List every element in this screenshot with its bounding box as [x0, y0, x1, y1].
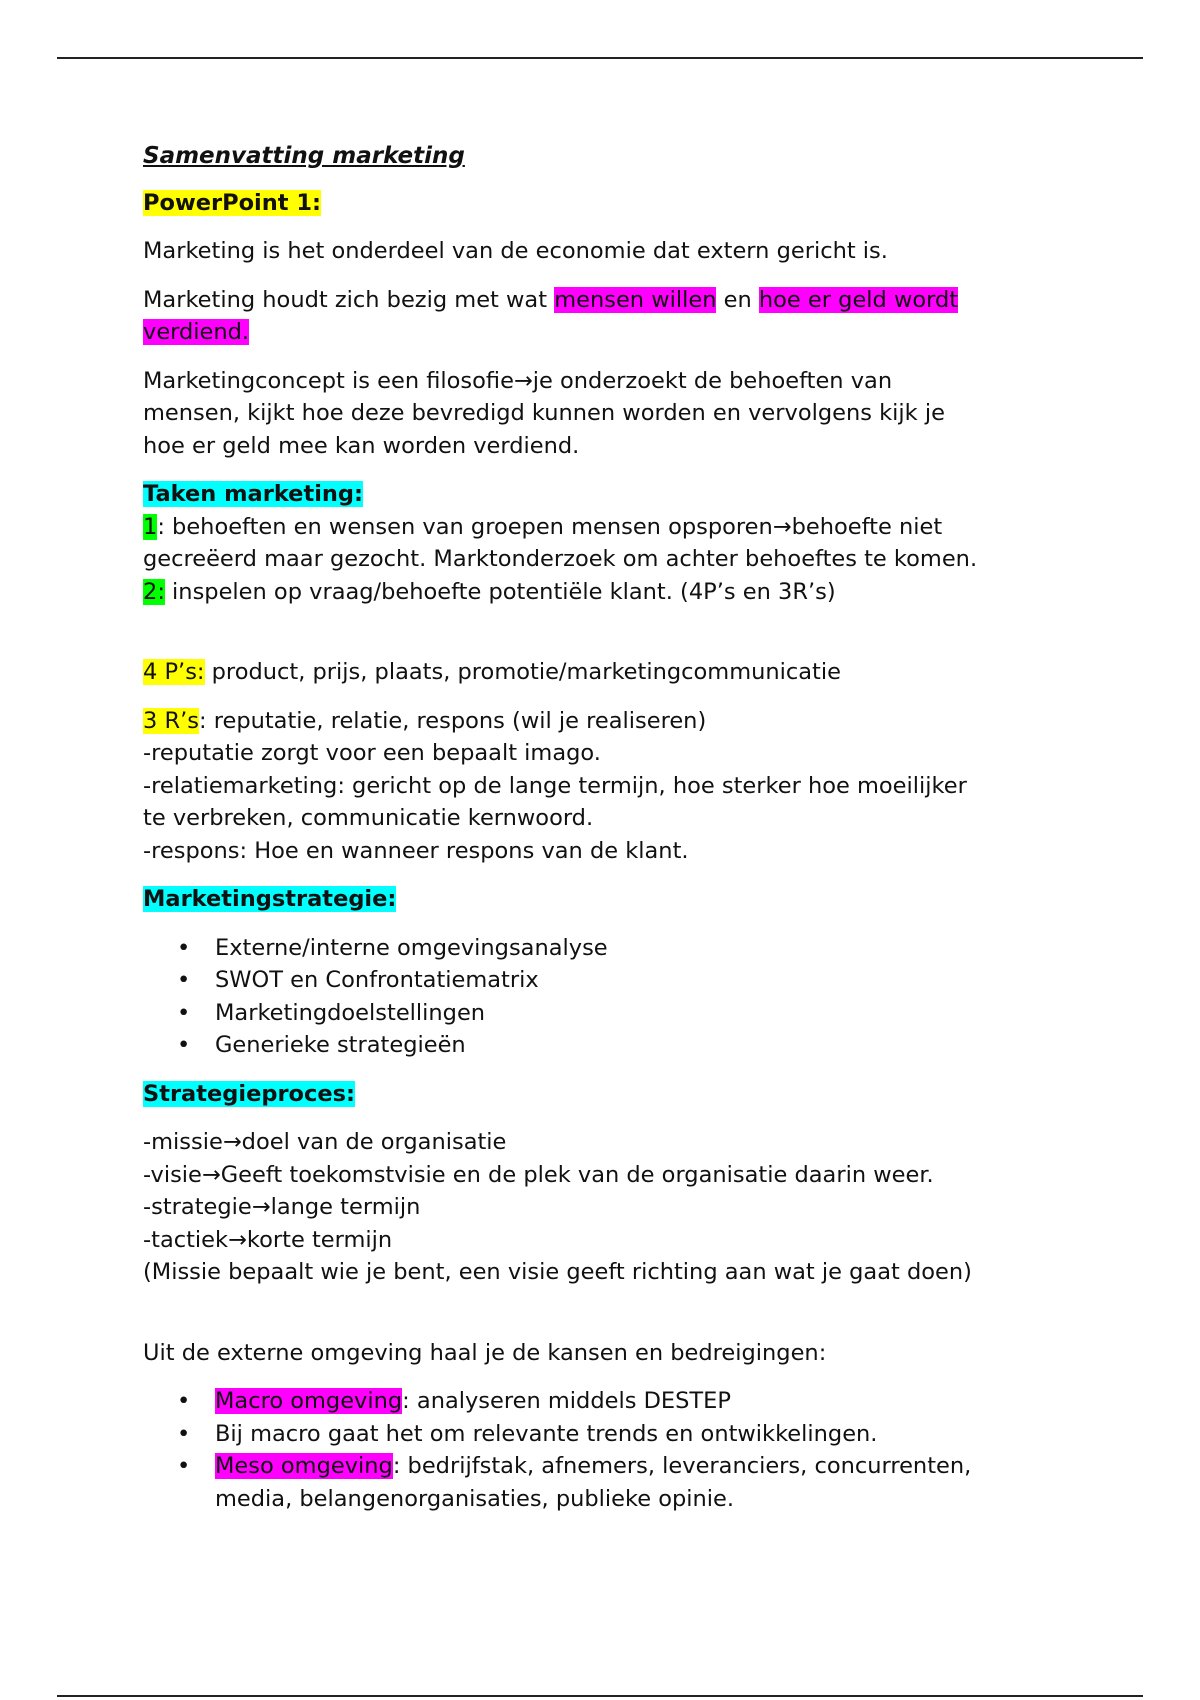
highlight-mensen-willen: mensen willen: [554, 286, 717, 313]
document-title: Samenvatting marketing: [143, 143, 465, 169]
strategieproces-paragraph: -missie→doel van de organisatie -visie→Geeft toekomstvisie en de plek van de organisatie daarin weer. -strategie→lange termijn -tactiek→korte termijn (Missie bepaalt wie je bent, een visie geeft richting aan wat je gaat doen): [143, 1129, 972, 1285]
highlight-meso-omgeving: Meso omgeving: [215, 1453, 393, 1479]
externe-omgeving-list: [143, 1385, 1073, 1515]
list-item: • Marketingdoelstellingen: [143, 997, 1073, 1030]
list-item: • Bij macro gaat het om relevante trends en ontwikkelingen.: [143, 1418, 1073, 1451]
marketingstrategie-list: [143, 932, 1073, 1062]
powerpoint-heading-text: PowerPoint 1:: [143, 189, 322, 216]
highlight-verdiend: verdiend.: [143, 319, 250, 345]
three-rs-paragraph: 3 R’s: reputatie, relatie, respons (wil je realiseren) -reputatie zorgt voor een bepaalt imago. -relatiemarketing: gericht op de lange termijn, hoe sterker hoe moeilijker te verbreken, communicatie kernwoord. -respons: Hoe en wanneer respons van de klant.: [143, 707, 967, 864]
spacer: [143, 624, 1073, 656]
list-item: • Externe/interne omgevingsanalyse: [143, 932, 1073, 965]
four-ps-label: 4 P’s:: [143, 659, 205, 685]
page-bottom-rule: [57, 1695, 1143, 1697]
intro-paragraph: Marketing is het onderdeel van de economie dat extern gericht is.: [143, 238, 888, 264]
three-rs-label: 3 R’s: [143, 707, 199, 734]
page-top-rule: [57, 57, 1143, 59]
highlight-macro-omgeving: Macro omgeving: [215, 1388, 403, 1414]
list-item: • SWOT en Confrontatiematrix: [143, 964, 1073, 997]
list-item: • Meso omgeving: bedrijfstak, afnemers, leveranciers, concurrenten, media, belangenorganisaties, publieke opinie.: [143, 1450, 1073, 1515]
taken-section: Taken marketing: 1: behoeften en wensen van groepen mensen opsporen→behoefte niet gecreëerd maar gezocht. Marktonderzoek om achter behoeftes te komen. 2: inspelen op vraag/behoefte potentiële klant. (4P’s en 3R’s): [143, 481, 978, 605]
externe-omgeving-intro: Uit de externe omgeving haal je de kansen en bedreigingen:: [143, 1339, 827, 1366]
marketingstrategie-heading: Marketingstrategie:: [143, 886, 397, 912]
list-item: • Macro omgeving: analyseren middels DESTEP: [143, 1385, 1073, 1418]
highlight-geld-verdiend: hoe er geld wordt: [758, 286, 959, 313]
strategieproces-heading: Strategieproces:: [143, 1080, 355, 1107]
powerpoint-heading: [143, 187, 1073, 220]
taken-number-2: 2:: [143, 578, 165, 605]
spacer: [143, 1305, 1073, 1337]
four-ps-paragraph: 4 P’s: product, prijs, plaats, promotie/marketingcommunicatie: [143, 659, 841, 685]
document-body: [143, 140, 1073, 1531]
marketing-definition-paragraph: Marketing houdt zich bezig met wat mensen willen en hoe er geld wordt verdiend.: [143, 286, 959, 345]
list-item: • Generieke strategieën: [143, 1029, 1073, 1062]
marketingconcept-paragraph: Marketingconcept is een filosofie→je onderzoekt de behoeften van mensen, kijkt hoe deze bevredigd kunnen worden en vervolgens kijk je hoe er geld mee kan worden verdiend.: [143, 367, 945, 459]
taken-heading: Taken marketing:: [143, 481, 364, 507]
taken-number-1: 1: [143, 513, 158, 540]
